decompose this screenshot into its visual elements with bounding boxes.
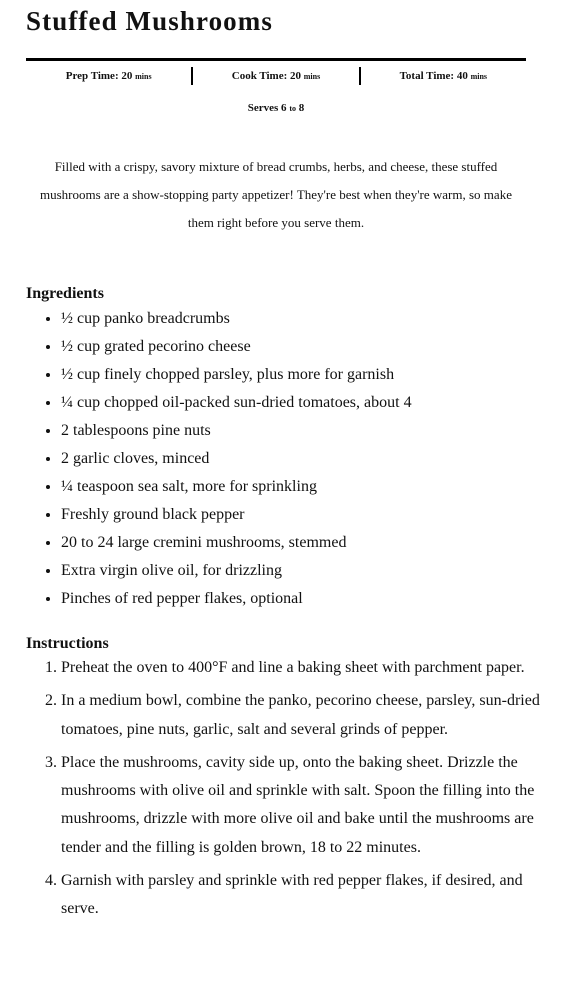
ingredient-item: • 2 tablespoons pine nuts [61, 417, 580, 445]
servings-label: Serves 6 [247, 102, 287, 114]
recipe-title: Stuffed Mushrooms [26, 6, 273, 36]
prep-time [26, 70, 191, 82]
instruction-step: 1. Preheat the oven to 400°F and line a baking sheet with parchment paper. [61, 654, 561, 682]
total-time [361, 70, 526, 82]
servings [26, 102, 526, 114]
instruction-step: 4. Garnish with parsley and sprinkle with red pepper flakes, if desired, and serve. [61, 867, 561, 924]
prep-time-label: Prep Time: 20 [65, 70, 133, 82]
time-info-bar [26, 66, 526, 86]
ingredient-item: • 2 garlic cloves, minced [61, 445, 580, 473]
ingredient-item: • ½ cup panko breadcrumbs [61, 305, 580, 333]
cook-time [193, 70, 358, 82]
ingredient-item: • 20 to 24 large cremini mushrooms, stemmed [61, 529, 580, 557]
recipe-description: Filled with a crispy, savory mixture of bread crumbs, herbs, and cheese, these stuffed mushrooms are a show-stopping party appetizer! They're best when they're warm, so make them right before you serve them. [40, 159, 512, 230]
ingredient-item: • ¼ cup chopped oil-packed sun-dried tomatoes, about 4 [61, 389, 580, 417]
cook-time-label: Cook Time: 20 [231, 70, 302, 82]
ingredient-item: • ½ cup grated pecorino cheese [61, 333, 580, 361]
prep-time-unit: mins [135, 72, 152, 81]
ingredient-item: • Pinches of red pepper flakes, optional [61, 585, 580, 613]
ingredient-item: • Extra virgin olive oil, for drizzling [61, 557, 580, 585]
total-time-unit: mins [470, 72, 488, 81]
cook-time-unit: mins [303, 72, 321, 81]
total-time-label: Total Time: 40 [399, 70, 468, 82]
ingredients-heading: Ingredients [26, 285, 104, 302]
title-divider [26, 58, 526, 61]
instruction-step: 2. In a medium bowl, combine the panko, pecorino cheese, parsley, sun-dried tomatoes, pine nuts, garlic, salt and several grinds of pepper. [61, 687, 561, 744]
ingredients-list [26, 305, 580, 613]
instruction-step: 3. Place the mushrooms, cavity side up, onto the baking sheet. Drizzle the mushrooms with olive oil and sprinkle with salt. Spoon the filling into the mushrooms, drizzle with more olive oil and bake until the mushrooms are tender and the filling is golden brown, 18 to 22 minutes. [61, 749, 561, 862]
ingredient-item: • ¼ teaspoon sea salt, more for sprinkling [61, 473, 580, 501]
servings-connector: to [289, 104, 296, 113]
ingredient-item: • Freshly ground black pepper [61, 501, 580, 529]
instructions-list [26, 654, 561, 929]
instructions-heading: Instructions [26, 635, 109, 652]
ingredient-item: • ½ cup finely chopped parsley, plus more for garnish [61, 361, 580, 389]
servings-max: 8 [298, 102, 305, 114]
